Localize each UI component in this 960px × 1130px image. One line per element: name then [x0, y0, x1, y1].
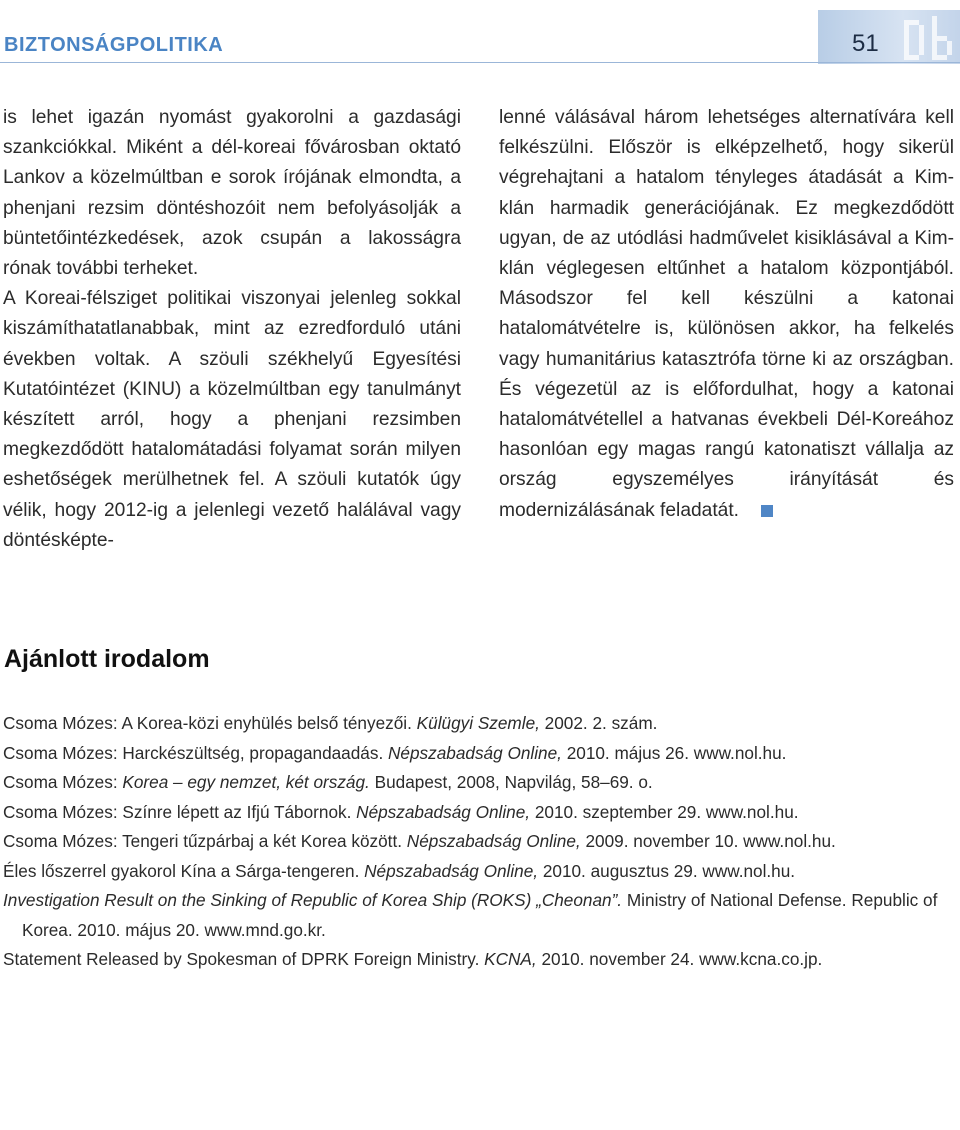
page-header — [0, 0, 960, 64]
section-title: BIZTONSÁGPOLITIKA — [4, 34, 224, 56]
reference-item: Investigation Result on the Sinking of Republic of Korea Ship (ROKS) „Cheonan”. Ministry of National Defense. Republic of Korea. 2010. május 20. www.mnd.go.kr. — [3, 890, 938, 940]
reference-item: Éles lőszerrel gyakorol Kína a Sárga-tengeren. Népszabadság Online, 2010. augusztus 29. www.nol.hu. — [3, 860, 796, 881]
reference-item: Csoma Mózes: Korea – egy nemzet, két ország. Budapest, 2008, Napvilág, 58–69. o. — [3, 772, 653, 792]
magazine-logo-icon — [898, 10, 960, 64]
left-column — [3, 103, 461, 556]
end-of-article-icon — [761, 505, 773, 517]
reference-item: Csoma Mózes: A Korea-közi enyhülés belső tényezői. Külügyi Szemle, 2002. 2. szám. — [3, 713, 658, 733]
body-paragraph: is lehet igazán nyomást gyakorolni a gazdasági szankciókkal. Miként a dél-koreai fővárosban oktató Lankov a közelmúltban e sorok írójának elmondta, a phenjani rezsim döntéshozóit nem befolyásolják a büntetőintézkedések, azok csupán a lakosságra rónak további terheket. — [3, 107, 461, 280]
reference-item: Statement Released by Spokesman of DPRK Foreign Ministry. KCNA, 2010. november 24. www.kcna.co.jp. — [3, 949, 823, 969]
reference-item: Csoma Mózes: Tengeri tűzpárbaj a két Korea között. Népszabadság Online, 2009. november 10. www.nol.hu. — [3, 831, 836, 851]
reference-item: Csoma Mózes: Harckészültség, propagandaadás. Népszabadság Online, 2010. május 26. www.nol.hu. — [3, 742, 787, 763]
reference-item: Csoma Mózes: Színre lépett az Ifjú Tábornok. Népszabadság Online, 2010. szeptember 29. www.nol.hu. — [3, 801, 799, 822]
body-text: lenné válásával három lehetséges alternatívára kell felkészülni. Először is elképzelhető, hogy sikerül végrehajtani a hatalom tényleges átadását a Kim-klán harmadik generációjának. Ez megkezdődött ugyan, de az utódlási hadművelet kisiklásával a Kim-klán véglegesen eltűnhet a hatalom központjából. Másodszor fel kell készülni a katonai hatalomátvételre is, különösen akkor, ha felkelés vagy humanitárius katasztrófa törne ki az országban. És végezetül az is előfordulhat, hogy a katonai hatalomátvétellel a hatvanas évekbeli Dél-Koreához hasonlóan egy magas rangú katonatiszt vállalja az ország egyszemélyes irányítását és modernizálásának feladatát. — [499, 107, 954, 521]
page-number: 51 — [852, 30, 879, 57]
header-divider — [0, 62, 960, 63]
body-paragraph: A Koreai-félsziget politikai viszonyai jelenleg sokkal kiszámíthatatlanabbak, mint az ezredforduló utáni években voltak. A szöuli székhelyű Egyesítési Kutatóintézet (KINU) a közelmúltban egy tanulmányt készített arról, hogy a phenjani rezsimben megkezdődött hatalomátadási folyamat során milyen eshetőségek merülhetnek fel. A szöuli kutatók úgy vélik, hogy 2012-ig a jelenlegi vezető halálával vagy döntésképte- — [3, 288, 461, 551]
right-column — [499, 103, 954, 526]
reference-list — [3, 709, 943, 975]
body-paragraph — [499, 103, 954, 526]
references-heading: Ajánlott irodalom — [4, 645, 210, 673]
